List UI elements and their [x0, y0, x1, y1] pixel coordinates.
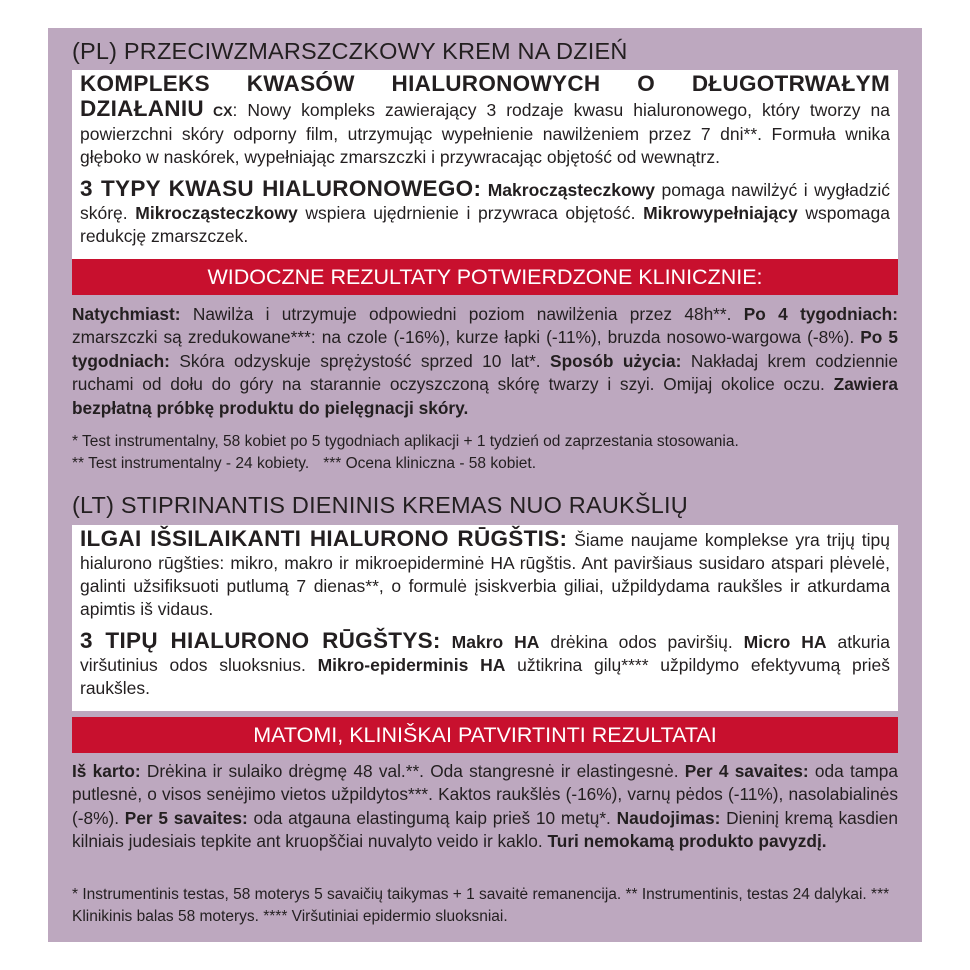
- pl-types-b2: Mikrocząsteczkowy: [135, 203, 298, 223]
- lt-footnote-1: * Instrumentinis testas, 58 moterys 5 savaičių taikymas + 1 savaitė remanencija. ** Instrumentinis, testas 24 dalykai. *** Klinikinis balas 58 moterys. **** Viršutiniai epidermio sluoksniai.: [72, 886, 890, 925]
- lt-r-b3: Per 5 savaites:: [124, 807, 248, 828]
- lt-section-title: (LT) STIPRINANTIS DIENINIS KREMAS NUO RAUKŠLIŲ: [72, 492, 688, 518]
- pl-r-b2: Po 4 tygodniach:: [743, 304, 898, 324]
- pl-r-t3: Skóra odzyskuje sprężystość sprzed 10 lat*.: [169, 350, 551, 371]
- pl-r-b1: Natychmiast:: [72, 304, 181, 324]
- pl-r-b3: Po 5 tygodniach:: [72, 327, 898, 371]
- pl-results-text: [72, 303, 898, 420]
- lt-r-b2: Per 4 savaites:: [684, 761, 809, 781]
- pl-results-banner: WIDOCZNE REZULTATY POTWIERDZONE KLINICZNIE:: [72, 259, 898, 295]
- lt-hyaluron-heading: ILGAI IŠSILAIKANTI HIALURONO RŪGŠTIS:: [80, 526, 568, 551]
- lt-r-b4: Naudojimas:: [616, 807, 721, 828]
- lt-r-t4: Dieninį kremą kasdien kilniais judesiais tepkite ant kruopščiai nuvalyto veido ir kaklo.: [72, 807, 899, 852]
- pl-footnote-2: ** Test instrumentalny - 24 kobiety.: [72, 455, 310, 472]
- pl-complex-text: : Nowy kompleks zawierający 3 rodzaje kwasu hialuronowego, który tworzy na powierzchni skóry odporny film, utrzymując wypełnienie nawilżeniem przez 7 dni**. Formuła wnika głęboko w naskórek, wypełniając zmarszczki i przywracając objętość od wewnątrz.: [80, 100, 890, 167]
- label-panel: [48, 28, 922, 942]
- lt-types-b1: Makro HA: [440, 632, 540, 652]
- pl-footnotes: [72, 431, 898, 475]
- lt-types-b3: Mikro-epiderminis HA: [317, 655, 506, 675]
- lt-r-b1: Iš karto:: [72, 761, 141, 781]
- pl-r-b4: Sposób użycia:: [550, 350, 682, 371]
- pl-complex-heading: KOMPLEKS KWASÓW HIALURONOWYCH O DŁUGOTRWAŁYM DZIAŁANIU: [80, 71, 890, 121]
- pl-section-title: (PL) PRZECIWZMARSZCZKOWY KREM NA DZIEŃ: [72, 38, 628, 64]
- lt-results-banner: MATOMI, KLINIŠKAI PATVIRTINTI REZULTATAI: [72, 717, 898, 753]
- pl-r-t4: Nakładaj krem codziennie ruchami od dołu do góry na starannie oczyszczoną skórę twarzy i szyi. Omijaj okolice oczu.: [72, 350, 899, 395]
- lt-types-t1: drėkina odos paviršių.: [539, 632, 744, 652]
- lt-paragraph-types: [80, 629, 890, 700]
- pl-paragraph-complex: [80, 72, 890, 169]
- lt-paragraph-hyaluron: [80, 527, 890, 621]
- pl-complex-sub: CX: [203, 103, 233, 119]
- lt-types-t3: užtikrina gilų**** užpildymo efektyvumą prieš raukšles.: [80, 655, 890, 698]
- pl-types-t3: wspomaga redukcję zmarszczek.: [80, 203, 890, 246]
- lt-footnotes: [72, 884, 898, 928]
- lt-types-heading: 3 TIPŲ HIALURONO RŪGŠTYS:: [80, 628, 441, 653]
- pl-footnote-1: * Test instrumentalny, 58 kobiet po 5 tygodniach aplikacji + 1 tydzień od zaprzestania stosowania.: [72, 433, 739, 450]
- pl-types-b3: Mikrowypełniający: [643, 203, 798, 223]
- pl-r-b5: Zawiera bezpłatną próbkę produktu do pielęgnacji skóry.: [72, 374, 898, 418]
- lt-r-t2: oda tampa putlesnė, o visos senėjimo vietos užpildytos***. Kaktos raukšlės (-16%), varnų pėdos (-11%), nasolabialinės (-8%).: [72, 761, 899, 828]
- pl-paragraph-types: [80, 177, 890, 248]
- pl-types-heading: 3 TYPY KWASU HIALURONOWEGO:: [80, 176, 482, 201]
- pl-info-box: [72, 70, 898, 259]
- lt-types-t2: atkuria viršutinius odos sluoksnius.: [80, 632, 891, 675]
- pl-types-t1: pomaga nawilżyć i wygładzić skórę.: [80, 180, 890, 223]
- lt-r-t3: oda atgauna elastingumą kaip prieš 10 metų*.: [247, 807, 611, 828]
- lt-hyaluron-text: Šiame naujame komplekse yra trijų tipų hialurono rūgšties: mikro, makro ir mikroepiderminė HA rūgštis. Ant paviršiaus susidaro atspari plėvelė, galinti užsifiksuoti putlumą 7 dienas**, o formulė įsiskverbia giliai, užpildydama raukšles ir atkurdama apimtis iš vidaus.: [80, 530, 890, 619]
- pl-footnote-3: *** Ocena kliniczna - 58 kobiet.: [323, 455, 537, 472]
- pl-r-t2: zmarszczki są zredukowane***: na czole (-16%), kurze łapki (-11%), bruzda nosowo-wargowa (-8%).: [72, 327, 861, 348]
- pl-r-t1: Nawilża i utrzymuje odpowiedni poziom nawilżenia przez 48h**.: [180, 304, 744, 324]
- lt-info-box: [72, 525, 898, 711]
- lt-r-t1: Drėkina ir sulaiko drėgmę 48 val.**. Oda stangresnė ir elastingesnė.: [140, 761, 685, 781]
- lt-results-text: [72, 760, 898, 854]
- lt-types-b2: Micro HA: [743, 632, 827, 652]
- lt-r-b5: Turi nemokamą produkto pavyzdį.: [547, 831, 827, 852]
- pl-types-b1: Makrocząsteczkowy: [481, 180, 656, 200]
- pl-types-t2: wspiera ujędrnienie i przywraca objętość.: [297, 203, 644, 223]
